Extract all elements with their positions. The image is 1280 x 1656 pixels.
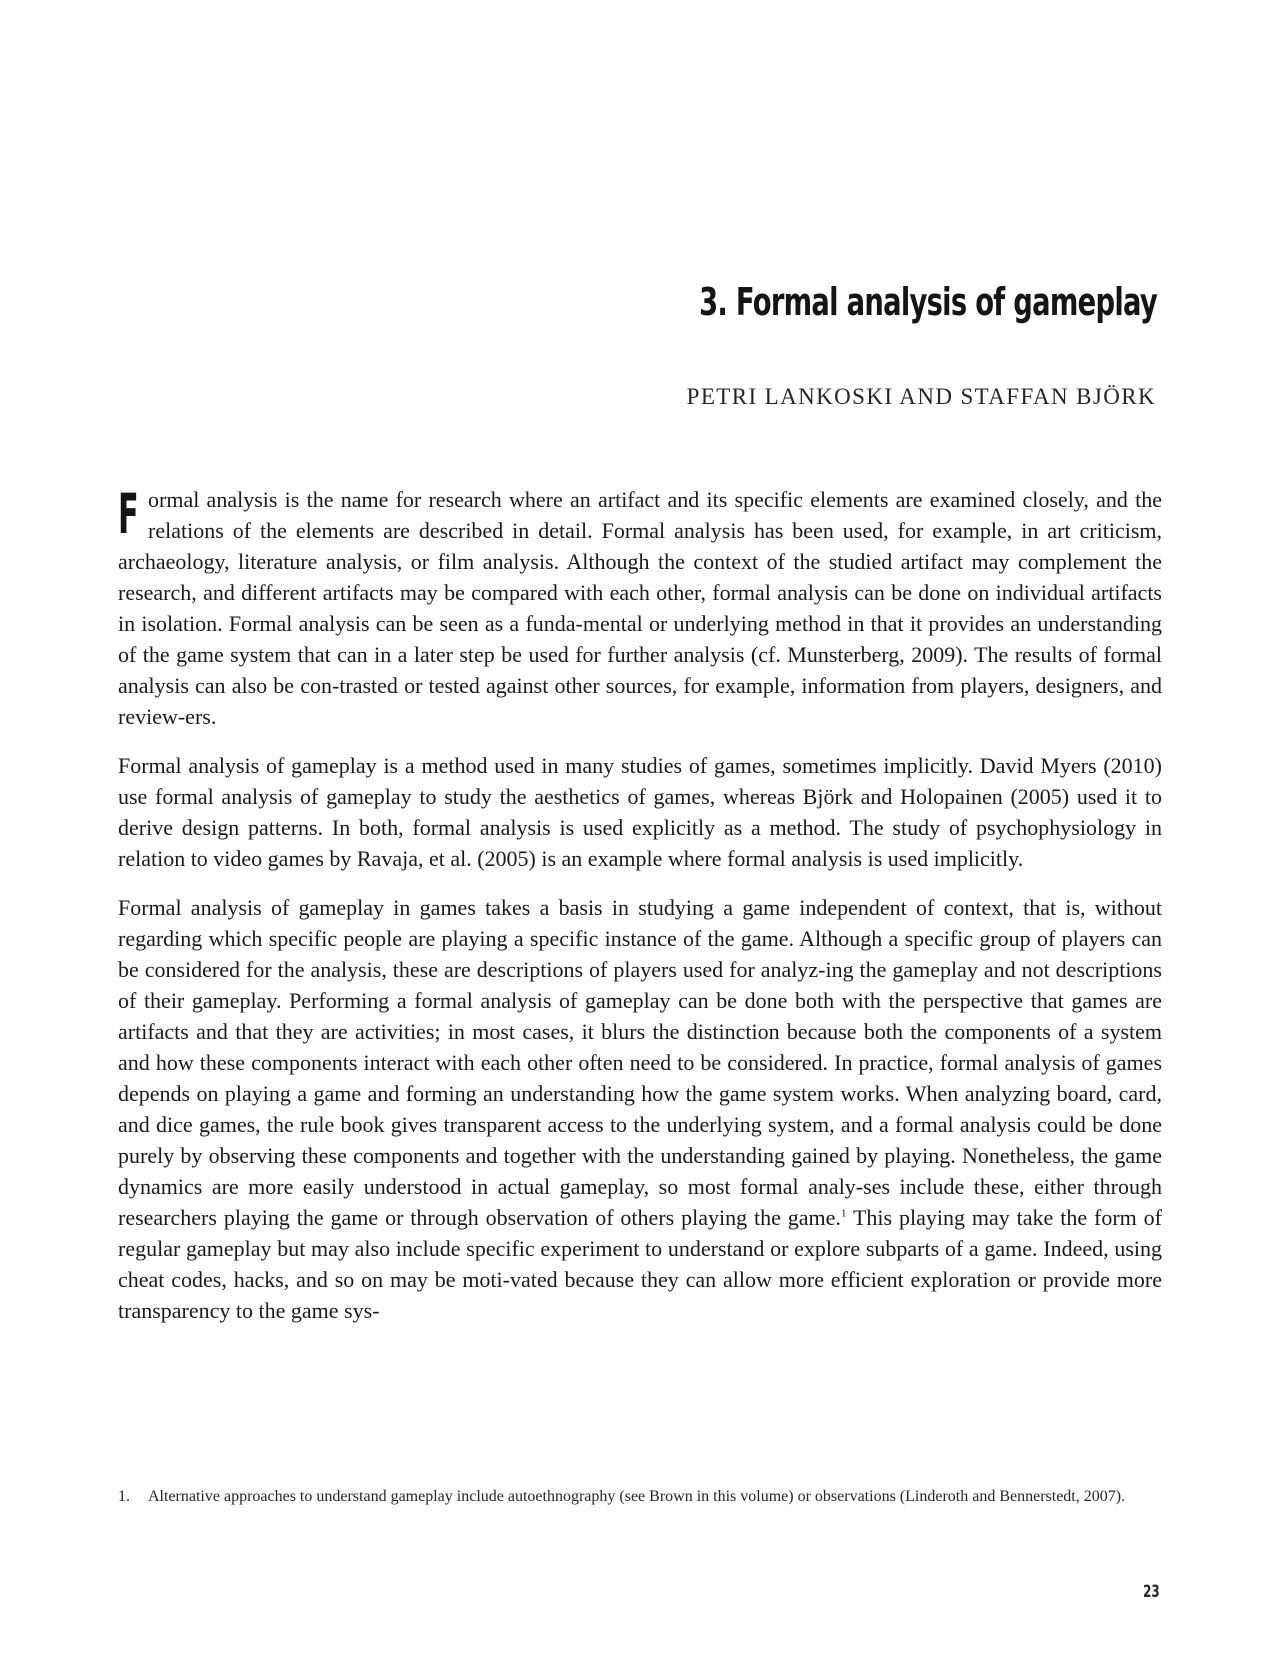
paragraph-1 [118, 484, 1162, 732]
paragraph-3-text-a: Formal analysis of gameplay in games takes a basis in studying a game independent of context, that is, without regarding which specific people are playing a specific instance of the game. Although a specific group of players can be considered for the analysis, these are descriptions of players used for analyz-ing the gameplay and not descriptions of their gameplay. Performing a formal analysis of gameplay can be done both with the perspective that games are artifacts and that they are activities; in most cases, it blurs the distinction because both the components of a system and how these components interact with each other often need to be considered. In practice, formal analysis of games depends on playing a game and forming an understanding how the game system works. When analyzing board, card, and dice games, the rule book gives transparent access to the underlying system, and a formal analysis could be done purely by observing these components and together with the understanding gained by playing. Nonetheless, the game dynamics are more easily understood in actual gameplay, so most formal analy-ses include these, either through researchers playing the game or through observation of others playing the game. [118, 895, 1162, 1230]
body-text [118, 484, 1162, 1344]
chapter-title: 3. Formal analysis of gameplay [699, 280, 1157, 324]
page-number: 23 [1143, 1582, 1160, 1602]
paragraph-3 [118, 892, 1162, 1326]
footnote-number: 1. [118, 1488, 130, 1505]
paragraph-2: Formal analysis of gameplay is a method used in many studies of games, sometimes implicitly. David Myers (2010) use formal analysis of gameplay to study the aesthetics of games, whereas Björk and Holopainen (2005) used it to derive design patterns. In both, formal analysis is used explicitly as a method. The study of psychophysiology in relation to video games by Ravaja, et al. (2005) is an example where formal analysis is used implicitly. [118, 753, 1162, 871]
paragraph-1-text: ormal analysis is the name for research where an artifact and its specific elements are examined closely, and the relations of the elements are described in detail. Formal analysis has been used, for example, in art criticism, archaeology, literature analysis, or film analysis. Although the context of the studied artifact may complement the research, and different artifacts may be compared with each other, formal analysis can be done on individual artifacts in isolation. Formal analysis can be seen as a funda-mental or underlying method in that it provides an understanding of the game system that can in a later step be used for further analysis (cf. Munsterberg, 2009). The results of formal analysis can also be con-trasted or tested against other sources, for example, information from players, designers, and review-ers. [118, 487, 1162, 729]
paragraph-3-text-b: This playing may take the form of regular gameplay but may also include specific experiment to understand or explore subparts of a game. Indeed, using cheat codes, hacks, and so on may be moti-vated because they can allow more efficient exploration or provide more transparency to the game sys- [118, 1205, 1162, 1323]
footnote [118, 1484, 1162, 1509]
footnote-text: Alternative approaches to understand gameplay include autoethnography (see Brown in this volume) or observations (Linderoth and Bennerstedt, 2007). [148, 1488, 1126, 1505]
footnote-reference[interactable]: 1 [840, 1207, 847, 1220]
drop-cap: F [118, 482, 139, 546]
chapter-authors: PETRI LANKOSKI AND STAFFAN BJÖRK [686, 384, 1156, 409]
